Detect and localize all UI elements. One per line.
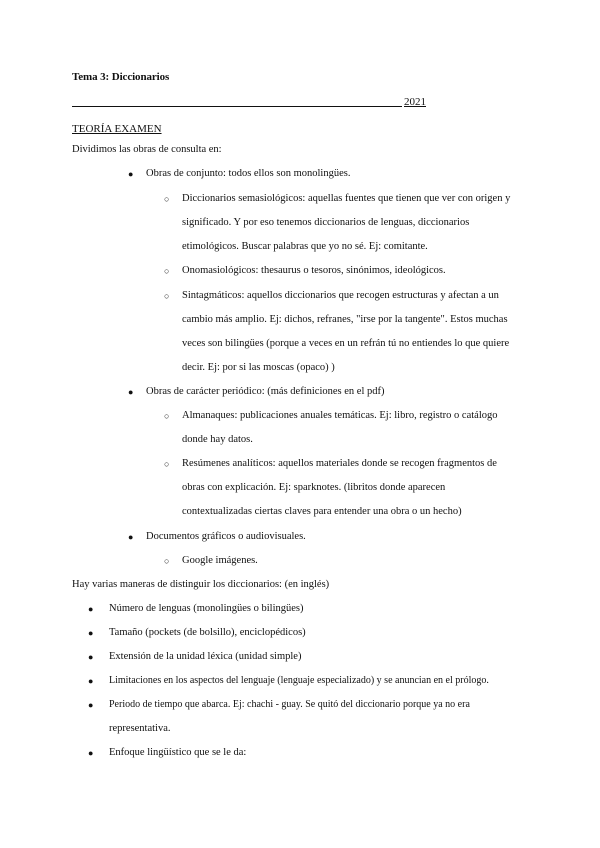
bullet-icon: ● (128, 387, 134, 397)
circle-bullet-icon: ○ (164, 556, 170, 566)
intro-paragraph: Dividimos las obras de consulta en: (72, 144, 222, 155)
title-underline-rule (72, 106, 402, 107)
document-year: 2021 (404, 96, 426, 108)
list-item: Número de lenguas (monolingües o bilingües) (109, 603, 304, 614)
list-item: Diccionarios semasiológicos: aquellas fuentes que tienen que ver con origen y (182, 193, 511, 204)
bullet-icon: ● (128, 169, 134, 179)
list-item: Resúmenes analíticos: aquellos materiales donde se recogen fragmentos de (182, 458, 497, 469)
list-item: Google imágenes. (182, 555, 258, 566)
bullet-icon: ● (88, 604, 94, 614)
circle-bullet-icon: ○ (164, 411, 170, 421)
circle-bullet-icon: ○ (164, 266, 170, 276)
section-heading: TEORÍA EXAMEN (72, 123, 162, 135)
list-item: Periodo de tiempo que abarca. Ej: chachi - guay. Se quitó del diccionario porque ya no era (109, 699, 470, 710)
bullet-icon: ● (88, 748, 94, 758)
circle-bullet-icon: ○ (164, 194, 170, 204)
list-item-continuation: significado. Y por eso tenemos diccionarios de lenguas, diccionarios (182, 217, 470, 228)
list-item-continuation: representativa. (109, 723, 171, 734)
circle-bullet-icon: ○ (164, 291, 170, 301)
list-item-continuation: obras con explicación. Ej: sparknotes. (libritos donde aparecen (182, 482, 446, 493)
list-item: Onomasiológicos: thesaurus o tesoros, sinónimos, ideológicos. (182, 265, 446, 276)
list-item-continuation: decir. Ej: por si las moscas (opaco) ) (182, 362, 335, 373)
list-item: Enfoque lingüístico que se le da: (109, 747, 247, 758)
list-item: Obras de conjunto: todos ellos son monolingües. (146, 168, 351, 179)
list-item: Tamaño (pockets (de bolsillo), enciclopédicos) (109, 627, 306, 638)
list-item: Obras de carácter periódico: (más definiciones en el pdf) (146, 386, 385, 397)
bullet-icon: ● (88, 652, 94, 662)
bullet-icon: ● (128, 532, 134, 542)
list-item: Limitaciones en los aspectos del lenguaje (lenguaje especializado) y se anuncian en el prólogo. (109, 675, 489, 686)
list-item: Almanaques: publicaciones anuales temáticas. Ej: libro, registro o catálogo (182, 410, 498, 421)
list-item-continuation: contextualizadas ciertas claves para entender una obra o un hecho) (182, 506, 462, 517)
bullet-icon: ● (88, 676, 94, 686)
bullet-icon: ● (88, 700, 94, 710)
document-title: Tema 3: Diccionarios (72, 71, 170, 83)
list-item-continuation: donde hay datos. (182, 434, 253, 445)
list-item: Extensión de la unidad léxica (unidad simple) (109, 651, 302, 662)
bullet-icon: ● (88, 628, 94, 638)
circle-bullet-icon: ○ (164, 459, 170, 469)
list-item-continuation: cambio más amplio. Ej: dichos, refranes, "irse por la tangente". Estos muchas (182, 314, 508, 325)
list-item-continuation: etimológicos. Buscar palabras que yo no sé. Ej: comitante. (182, 241, 428, 252)
list-item-continuation: veces son bilingües (porque a veces en un refrán tú no entiendes lo que quiere (182, 338, 510, 349)
paragraph: Hay varias maneras de distinguir los diccionarios: (en inglés) (72, 579, 330, 590)
list-item: Sintagmáticos: aquellos diccionarios que recogen estructuras y afectan a un (182, 290, 499, 301)
list-item: Documentos gráficos o audiovisuales. (146, 531, 306, 542)
